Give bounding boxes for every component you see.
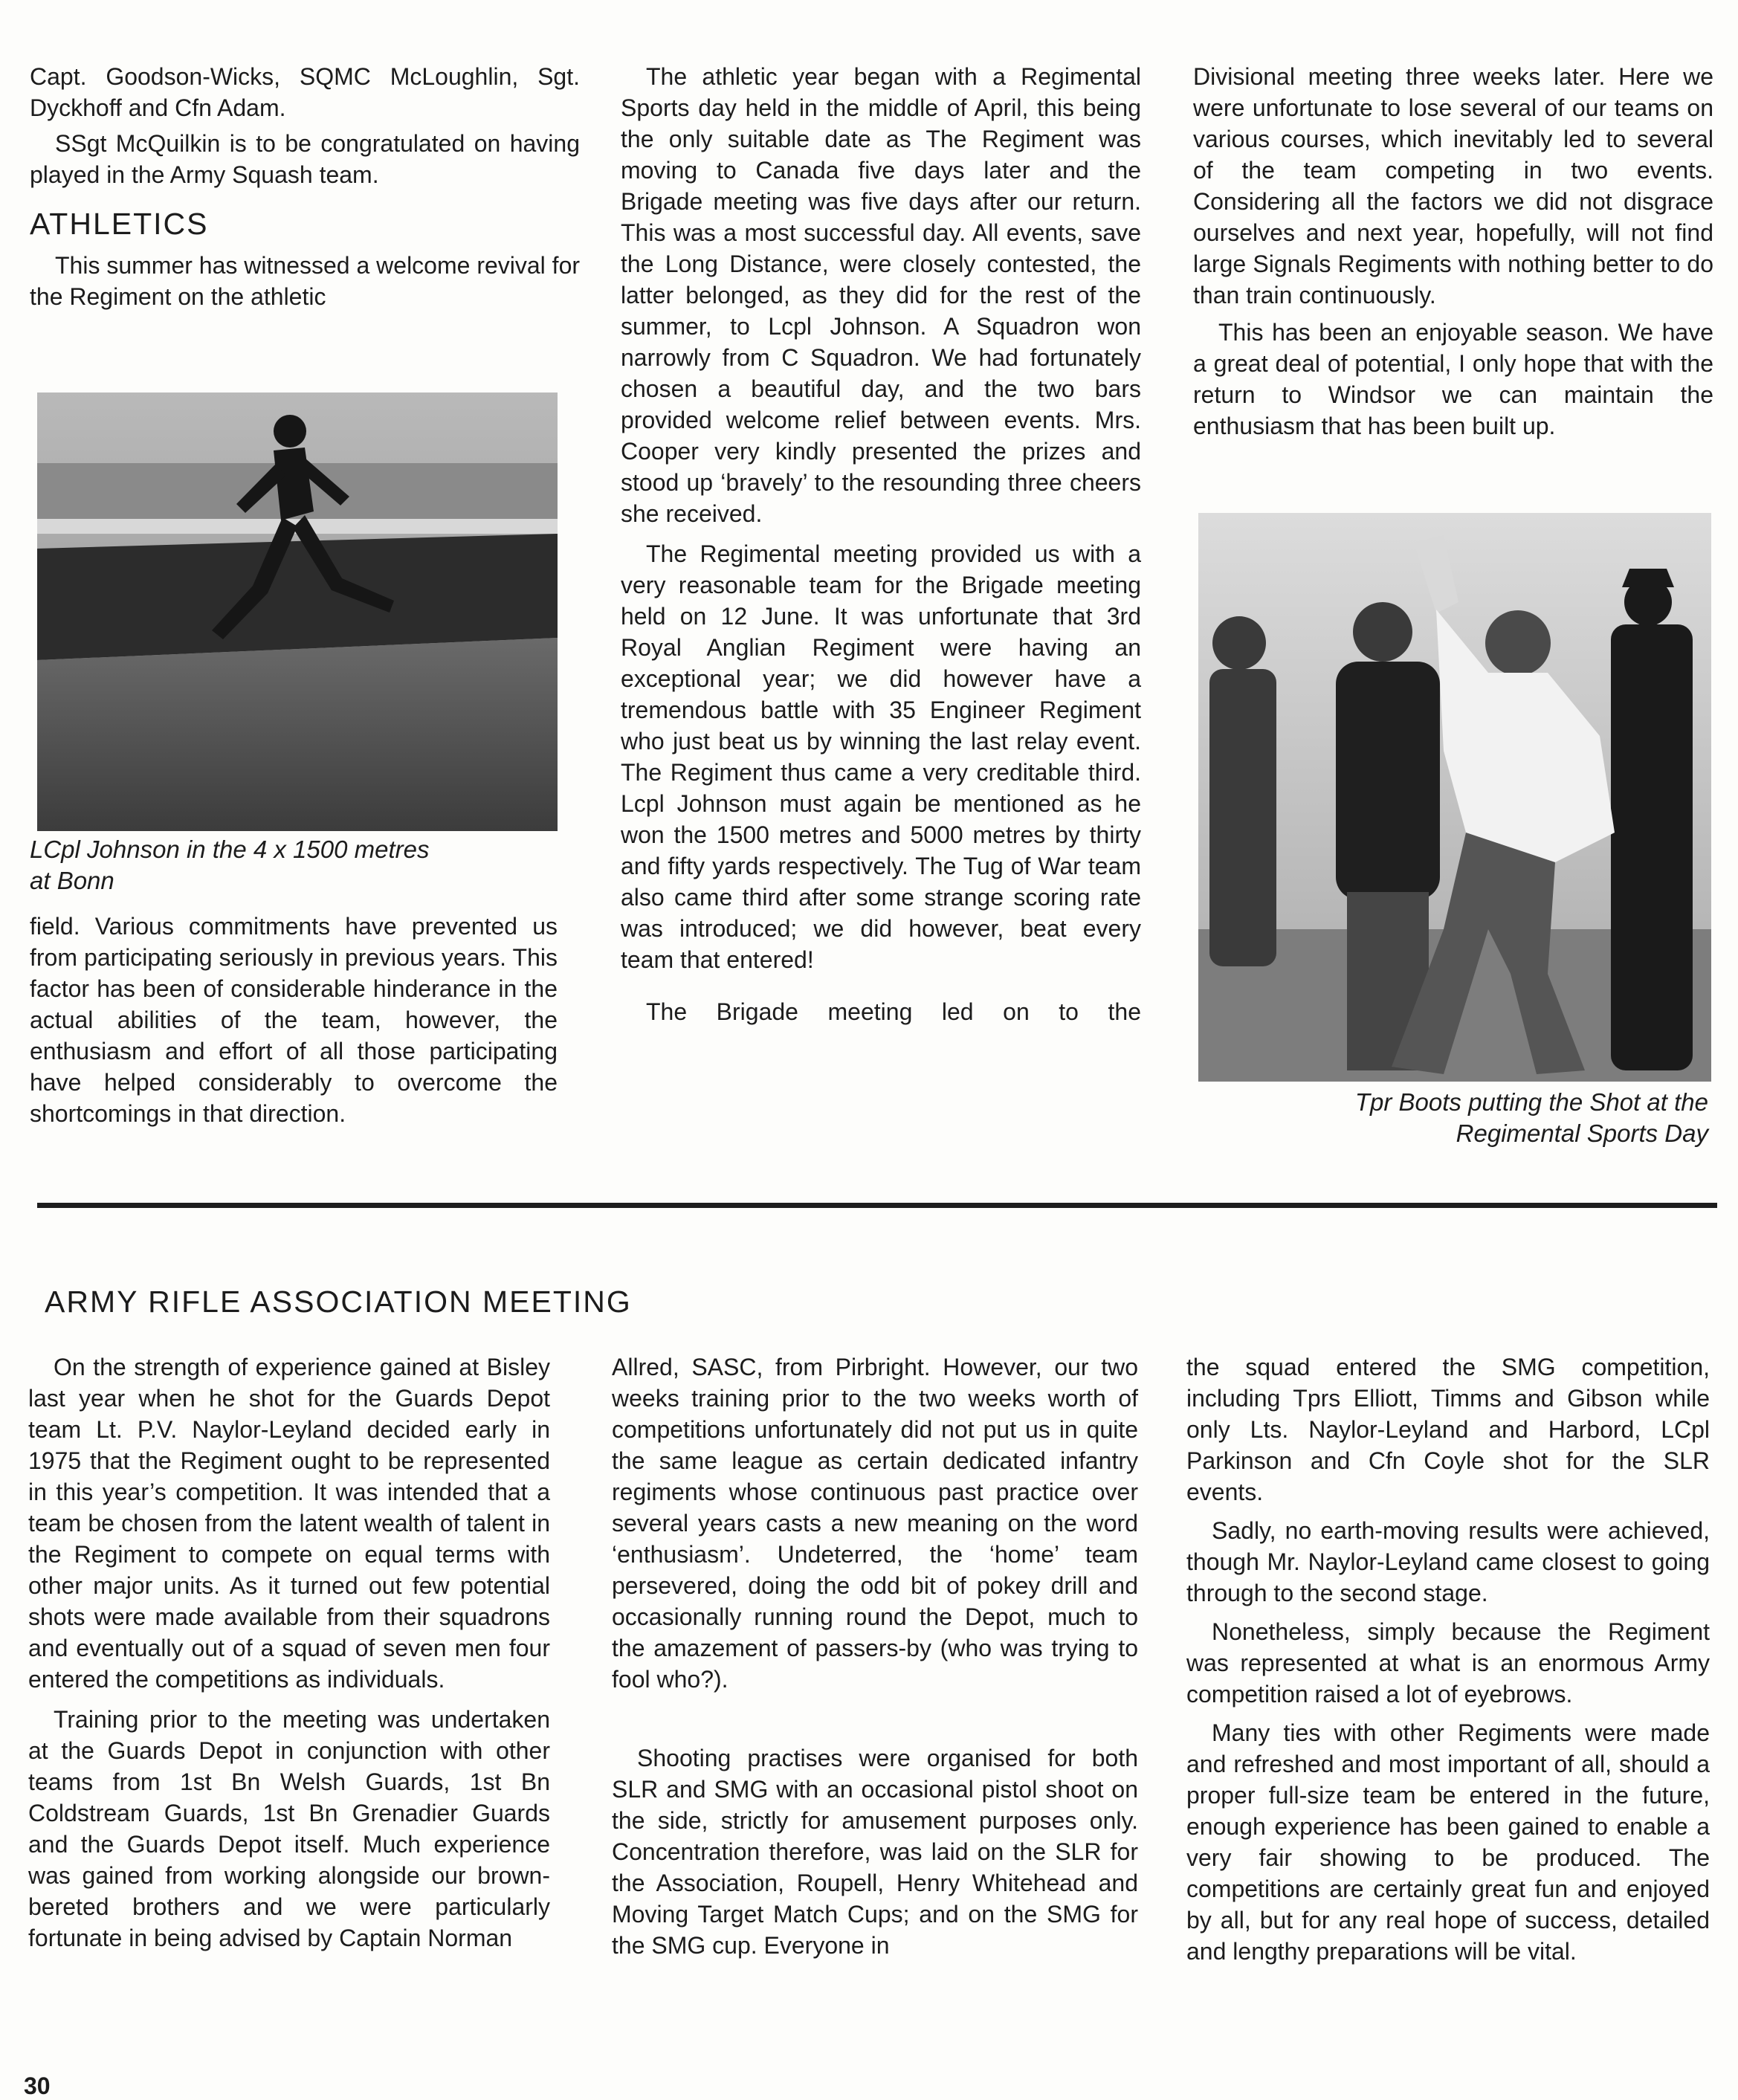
- paragraph: Capt. Goodson-Wicks, SQMC McLoughlin, Sgt. Dyckhoff and Cfn Adam.: [30, 63, 580, 121]
- paragraph: The Brigade meeting led on to the: [646, 998, 1141, 1025]
- athletics-col3: [1193, 61, 1713, 442]
- photo-shot-put: [1198, 513, 1711, 1082]
- section-divider: [37, 1203, 1717, 1208]
- section-heading-athletics: ATHLETICS: [30, 207, 209, 241]
- caption-line: at Bonn: [30, 867, 114, 894]
- paragraph: The athletic year began with a Regimental Sports day held in the middle of April, this being the only suitable date as The Regiment was moving to Canada five days later and the Brigade meeting was five days after our return. This was a most successful day. All events, save the Long Distance, were closely contested, the latter belonged, as they did for the rest of the summer, to Lcpl Johnson. A Squadron won narrowly from C Squadron. We had fortunately chosen a beautiful day, and the two bars provided welcome relief between events. Mrs. Cooper very kindly presented the prizes and stood up ‘bravely’ to the resounding three cheers she received.: [621, 63, 1141, 527]
- paragraph: Shooting practises were organised for both SLR and SMG with an occasional pistol shoot on the side, strictly for amusement purposes only. Concentration therefore, was laid on the SLR for the Association, Roupell, Henry Whitehead and Moving Target Match Cups; and on the SMG for the SMG cup. Everyone in: [612, 1745, 1138, 1959]
- page-number: 30: [24, 2072, 51, 2099]
- photo-caption-shot-put: [1198, 1087, 1708, 1149]
- paragraph: Nonetheless, simply because the Regiment was represented at what is an enormous Army competition raised a lot of eyebrows.: [1186, 1618, 1710, 1708]
- paragraph: On the strength of experience gained at Bisley last year when he shot for the Guards Depot team Lt. P.V. Naylor-Leyland decided early in 1975 that the Regiment ought to be represented in this year’s competition. It was intended that a team be chosen from the latent wealth of talent in the Regiment to compete on equal terms with other major units. As it turned out few potential shots were made available from their squadrons and eventually out of a squad of seven men four entered the competitions as individuals.: [28, 1354, 550, 1693]
- paragraph: field. Various commitments have prevented us from participating seriously in previous years. This factor has been of considerable hinderance in the actual abilities of the team, however, the enthusiasm and effort of all those participating have helped considerably to overcome the shortcomings in that direction.: [30, 913, 558, 1127]
- rifle-col2: [612, 1351, 1138, 1961]
- athletics-col1-bottom: [30, 911, 558, 1129]
- athletics-col2: [621, 61, 1141, 1027]
- paragraph: Many ties with other Regiments were made and refreshed and most important of all, should a proper full-size team be entered in the future, enough experience has been gained to enable a very fair showing to be produced. The competitions are certainly great fun and enjoyed by all, but for any real hope of success, detailed and lengthy preparations will be vital.: [1186, 1719, 1710, 1965]
- athletics-col1-top: [30, 61, 580, 312]
- paragraph: Divisional meeting three weeks later. Here we were unfortunate to lose several of our teams on various courses, which inevitably led to several of the team competing in two events. Considering all the factors we did not disgrace ourselves and next year, hopefully, will not find large Signals Regiments with nothing better to do than train continuously.: [1193, 63, 1713, 308]
- section-heading-rifle: ARMY RIFLE ASSOCIATION MEETING: [45, 1285, 632, 1319]
- paragraph: Allred, SASC, from Pirbright. However, our two weeks training prior to the two weeks worth of competitions unfortunately did not put us in quite the same league as certain dedicated infantry regiments whose continuous past practice over several years casts a new meaning on the word ‘enthusiasm’. Undeterred, the ‘home’ team persevered, doing the odd bit of pokey drill and occasionally running round the Depot, much to the amazement of passers-by (who was trying to fool who?).: [612, 1354, 1138, 1693]
- paragraph: Training prior to the meeting was undertaken at the Guards Depot in conjunction with other teams from 1st Bn Welsh Guards, 1st Bn Coldstream Guards, 1st Bn Grenadier Guards and the Guards Depot itself. Much experience was gained from working alongside our brown-bereted brothers and we were particularly fortunate in being advised by Captain Norman: [28, 1706, 550, 1951]
- caption-line: Tpr Boots putting the Shot at the: [1354, 1088, 1708, 1116]
- paragraph: This has been an enjoyable season. We have a great deal of potential, I only hope that with the return to Windsor we can maintain the enthusiasm that has been built up.: [1193, 319, 1713, 439]
- paragraph: This summer has witnessed a welcome revival for the Regiment on the athletic: [30, 252, 581, 310]
- photo-runner: [37, 392, 558, 831]
- paragraph: the squad entered the SMG competition, including Tprs Elliott, Timms and Gibson while only Lts. Naylor-Leyland and Harbord, LCpl Parkinson and Cfn Coyle shot for the SLR events.: [1186, 1354, 1710, 1505]
- caption-line: Regimental Sports Day: [1456, 1120, 1708, 1147]
- rifle-col1: [28, 1351, 550, 1954]
- paragraph: Sadly, no earth-moving results were achieved, though Mr. Naylor-Leyland came closest to going through to the second stage.: [1186, 1517, 1710, 1606]
- photo-caption-runner: [30, 834, 565, 896]
- rifle-col3: [1186, 1351, 1710, 1967]
- paragraph: SSgt McQuilkin is to be congratulated on having played in the Army Squash team.: [30, 130, 580, 188]
- caption-line: LCpl Johnson in the 4 x 1500 metres: [30, 836, 430, 863]
- paragraph: The Regimental meeting provided us with a very reasonable team for the Brigade meeting held on 12 June. It was unfortunate that 3rd Royal Anglian Regiment were having an exceptional year; we did however have a tremendous battle with 35 Engineer Regiment who just beat us by winning the last relay event. The Regiment thus came a very creditable third. Lcpl Johnson must again be mentioned as he won the 1500 metres and 5000 metres by thirty and fifty yards respectively. The Tug of War team also came third after some strange scoring rate was introduced; we did however, beat every team that entered!: [621, 540, 1141, 973]
